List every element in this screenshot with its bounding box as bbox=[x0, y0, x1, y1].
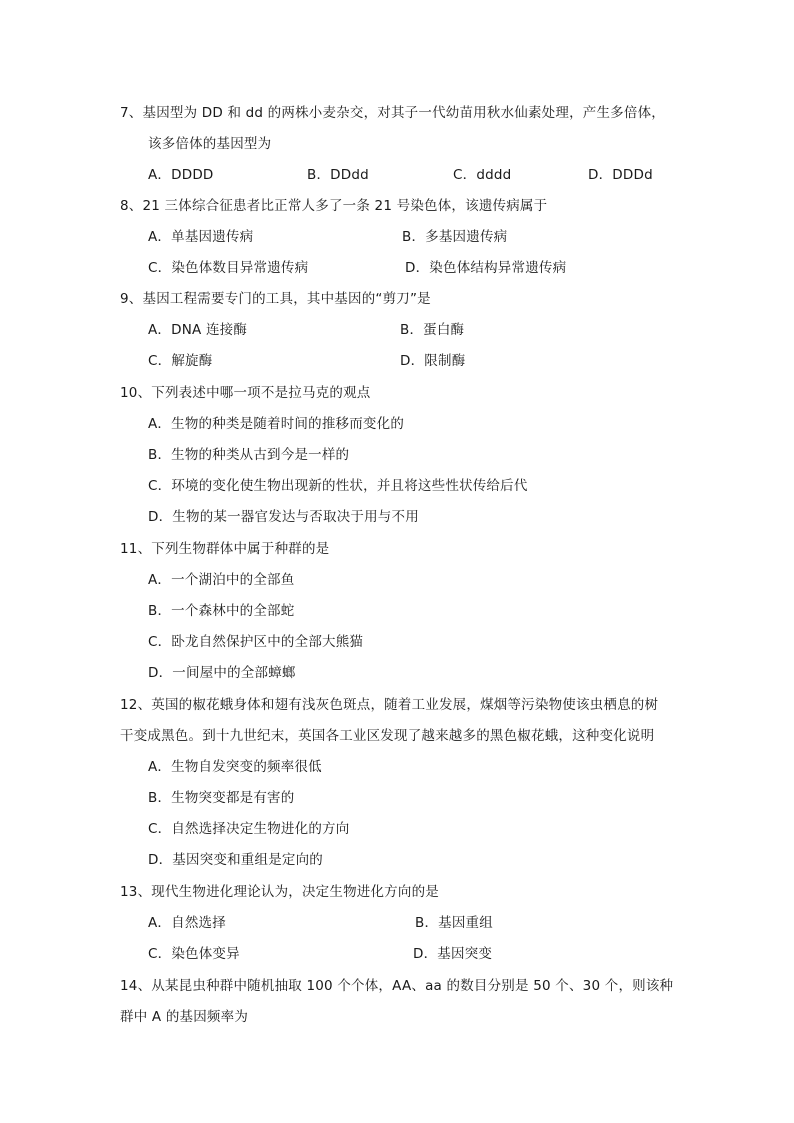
question-7-stem-line-1: 7、基因型为 DD 和 dd 的两株小麦杂交，对其子一代幼苗用秋水仙素处理，产生多倍体， bbox=[120, 105, 665, 121]
question-12-option-c: C．自然选择决定生物进化的方向 bbox=[148, 821, 350, 837]
question-9-option-b: B．蛋白酶 bbox=[400, 322, 465, 338]
question-10-option-a: A．生物的种类是随着时间的推移而变化的 bbox=[148, 416, 405, 432]
question-7-option-d: D．DDDd bbox=[588, 167, 653, 183]
question-9-option-c: C．解旋酶 bbox=[148, 353, 213, 369]
question-10-option-c: C．环境的变化使生物出现新的性状，并且将这些性状传给后代 bbox=[148, 478, 528, 494]
question-13-option-b: B．基因重组 bbox=[415, 915, 493, 931]
question-10-stem: 10、下列表述中哪一项不是拉马克的观点 bbox=[120, 385, 371, 401]
question-11-option-d: D．一间屋中的全部蟑螂 bbox=[148, 665, 296, 681]
question-9-option-a: A．DNA 连接酶 bbox=[148, 322, 248, 338]
question-12-option-d: D．基因突变和重组是定向的 bbox=[148, 852, 323, 868]
question-12-option-a: A．生物自发突变的频率很低 bbox=[148, 759, 322, 775]
question-13-option-d: D．基因突变 bbox=[413, 946, 493, 962]
question-12-stem-line-2: 干变成黑色。到十九世纪末，英国各工业区发现了越来越多的黑色椒花蛾，这种变化说明 bbox=[120, 728, 655, 744]
question-13-option-c: C．染色体变异 bbox=[148, 946, 240, 962]
question-11-option-b: B．一个森林中的全部蛇 bbox=[148, 603, 295, 619]
question-7-option-c: C．dddd bbox=[453, 167, 512, 183]
question-9-option-d: D．限制酶 bbox=[400, 353, 466, 369]
question-11-stem: 11、下列生物群体中属于种群的是 bbox=[120, 541, 330, 557]
question-12-option-b: B．生物突变都是有害的 bbox=[148, 790, 295, 806]
question-11-option-a: A．一个湖泊中的全部鱼 bbox=[148, 572, 295, 588]
question-9-stem: 9、基因工程需要专门的工具，其中基因的“剪刀”是 bbox=[120, 291, 431, 307]
question-8-stem: 8、21 三体综合征患者比正常人多了一条 21 号染色体，该遗传病属于 bbox=[120, 198, 548, 214]
question-7-option-a: A．DDDD bbox=[148, 167, 214, 183]
question-7-stem-line-2: 该多倍体的基因型为 bbox=[148, 136, 272, 152]
question-8-option-c: C．染色体数目异常遗传病 bbox=[148, 260, 309, 276]
question-10-option-d: D．生物的某一器官发达与否取决于用与不用 bbox=[148, 509, 419, 525]
question-14-stem-line-2: 群中 A 的基因频率为 bbox=[120, 1009, 249, 1025]
question-8-option-b: B．多基因遗传病 bbox=[402, 229, 508, 245]
question-13-option-a: A．自然选择 bbox=[148, 915, 226, 931]
question-7-option-b: B．DDdd bbox=[307, 167, 369, 183]
question-14-stem-line-1: 14、从某昆虫种群中随机抽取 100 个个体，AA、aa 的数目分别是 50 个、30 个，则该种 bbox=[120, 978, 674, 994]
question-11-option-c: C．卧龙自然保护区中的全部大熊猫 bbox=[148, 634, 364, 650]
question-10-option-b: B．生物的种类从古到今是一样的 bbox=[148, 447, 350, 463]
question-8-option-a: A．单基因遗传病 bbox=[148, 229, 254, 245]
question-13-stem: 13、现代生物进化理论认为，决定生物进化方向的是 bbox=[120, 884, 439, 900]
question-8-option-d: D．染色体结构异常遗传病 bbox=[405, 260, 567, 276]
question-12-stem-line-1: 12、英国的椒花蛾身体和翅有浅灰色斑点，随着工业发展，煤烟等污染物使该虫栖息的树 bbox=[120, 697, 659, 713]
